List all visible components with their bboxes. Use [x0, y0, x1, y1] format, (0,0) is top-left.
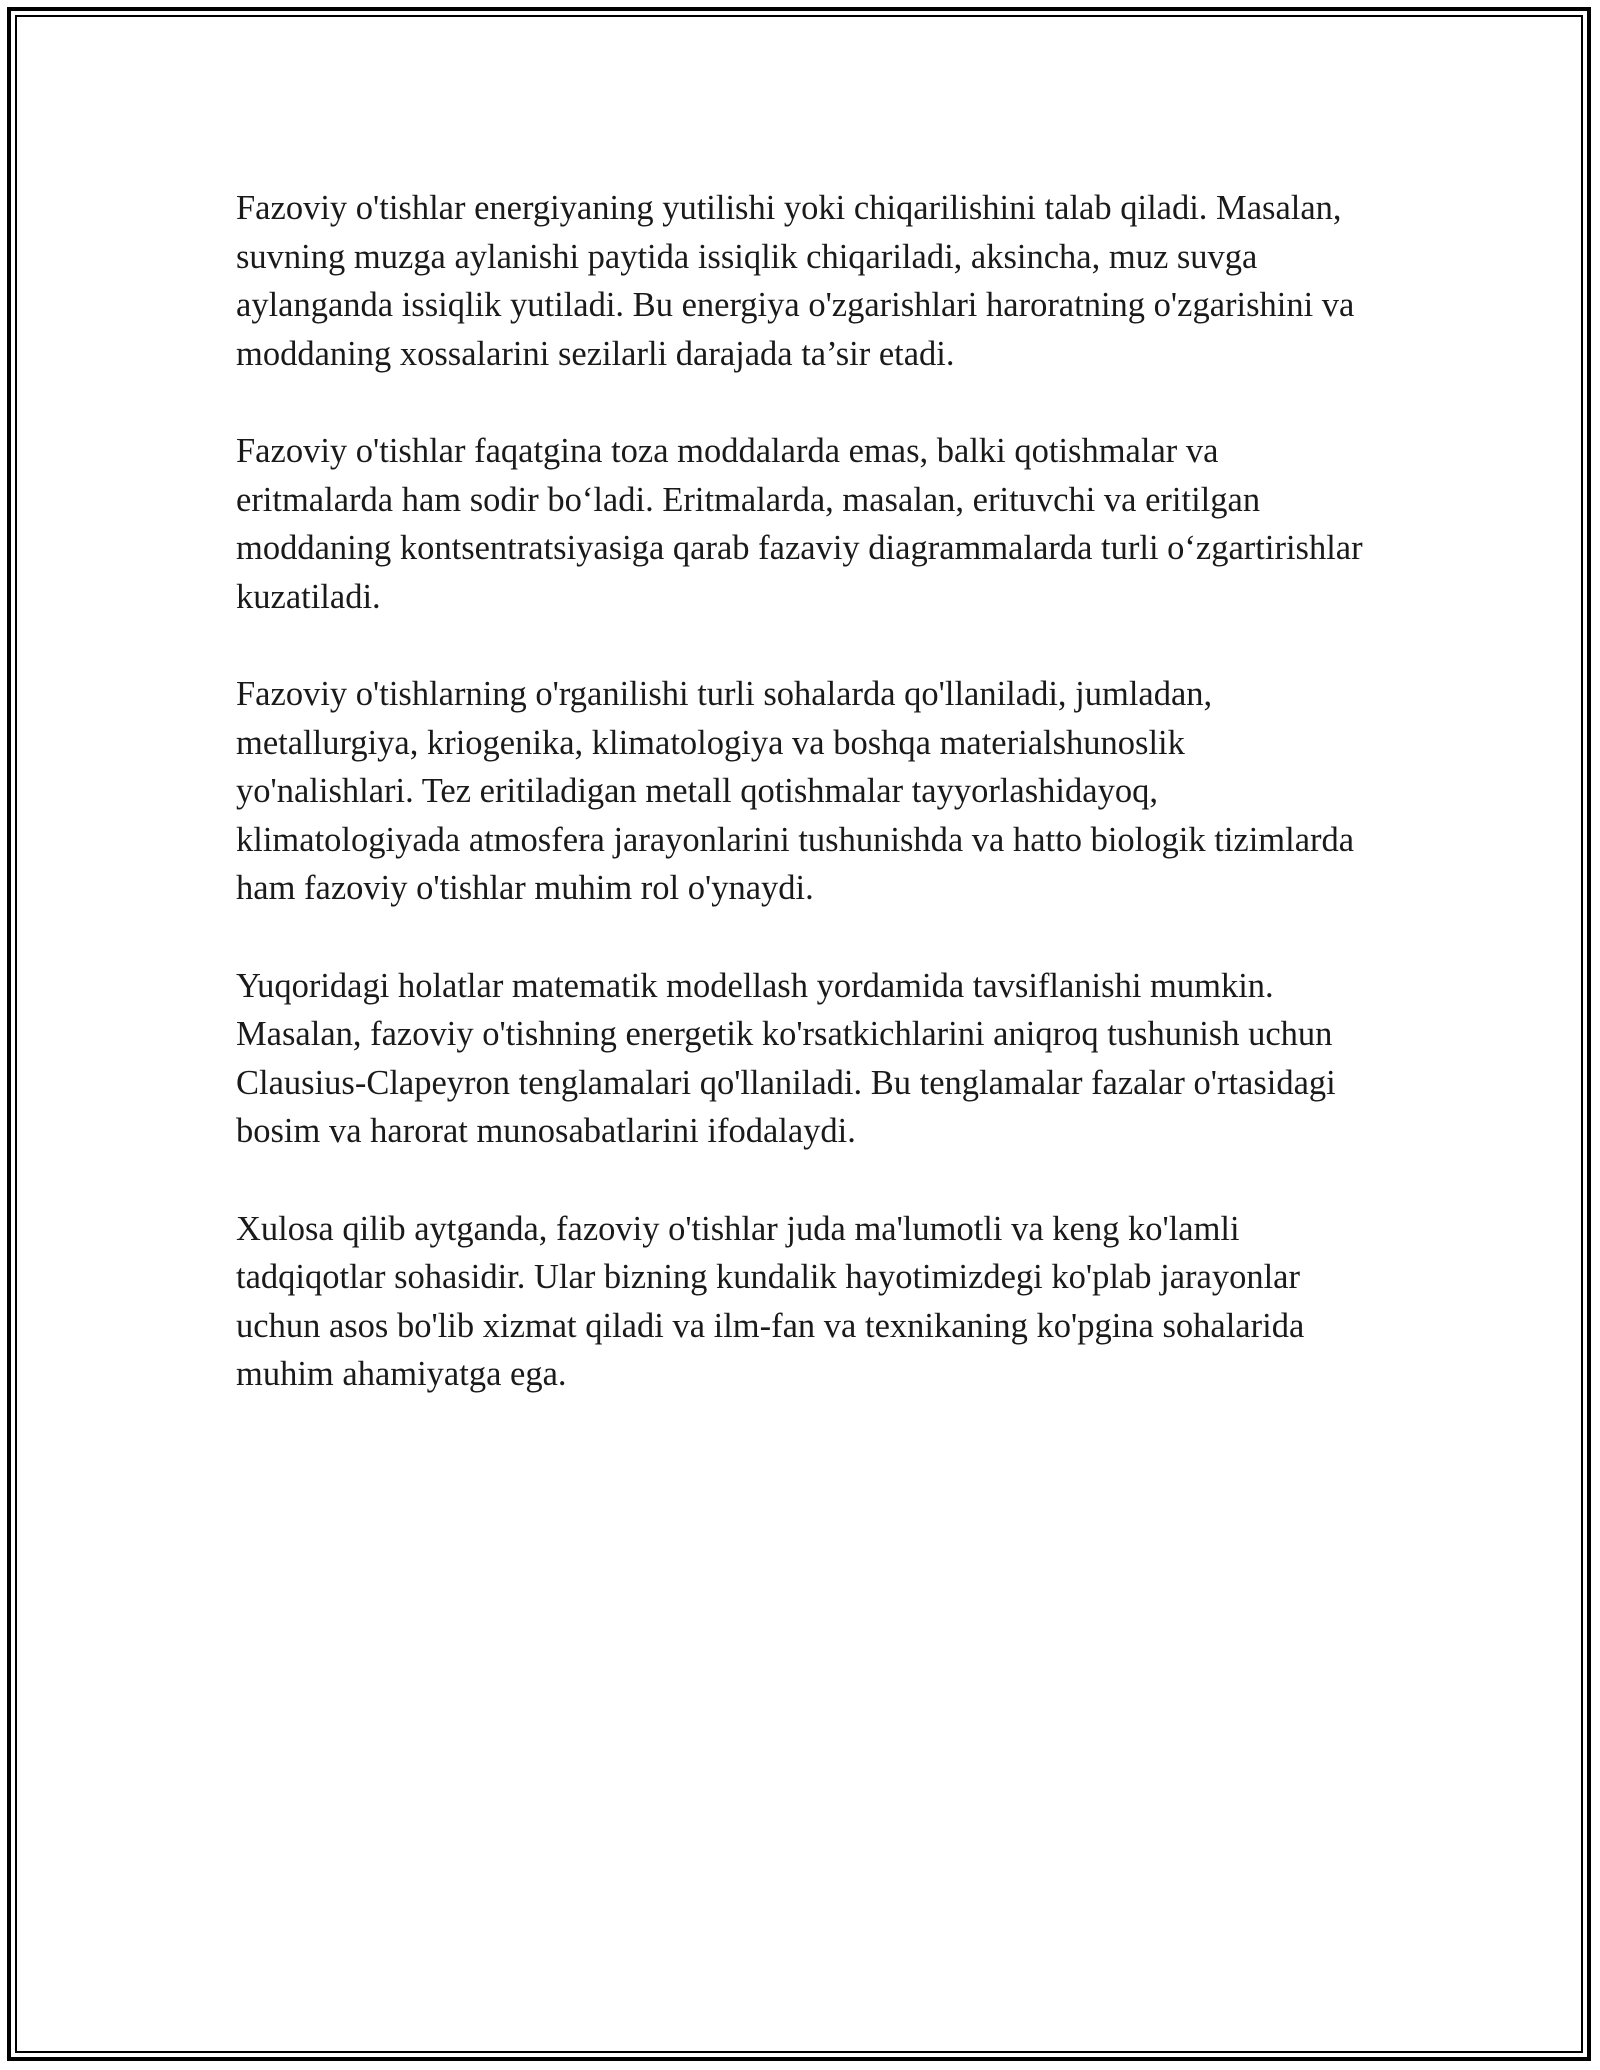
- paragraph-1: Fazoviy o'tishlar energiyaning yutilishi yoki chiqarilishini talab qiladi. Masalan, suvning muzga aylanishi paytida issiqlik chiqariladi, aksincha, muz suvga aylanganda issiqlik yutiladi. Bu energiya o'zgarishlari haroratning o'zgarishini va moddaning xossalarini sezilarli darajada ta’sir etadi.: [236, 189, 1355, 373]
- document-body: [236, 184, 1366, 1448]
- paragraph-5: Xulosa qilib aytganda, fazoviy o'tishlar juda ma'lumotli va keng ko'lamli tadqiqotlar sohasidir. Ular bizning kundalik hayotimizdegi ko'plab jarayonlar uchun asos bo'lib xizmat qiladi va ilm-fan va texnikaning ko'pgina sohalarida muhim ahamiyatga ega.: [236, 1209, 1305, 1393]
- paragraph-4: Yuqoridagi holatlar matematik modellash yordamida tavsiflanishi mumkin. Masalan, fazoviy o'tishning energetik ko'rsatkichlarini aniqroq tushunish uchun Clausius-Clapeyron tenglamalari qo'llaniladi. Bu tenglamalar fazalar o'rtasidagi bosim va harorat munosabatlarini ifodalaydi.: [236, 966, 1336, 1150]
- paragraph-2: Fazoviy o'tishlar faqatgina toza moddalarda emas, balki qotishmalar va eritmalarda ham sodir bo‘ladi. Eritmalarda, masalan, erituvchi va eritilgan moddaning kontsentratsiyasiga qarab fazaviy diagrammalarda turli o‘zgartirishlar kuzatiladi.: [236, 432, 1363, 616]
- paragraph-3: Fazoviy o'tishlarning o'rganilishi turli sohalarda qo'llaniladi, jumladan, metallurgiya, kriogenika, klimatologiya va boshqa materialshunoslik yo'nalishlari. Tez eritiladigan metall qotishmalar tayyorlashidayoq, klimatologiyada atmosfera jarayonlarini tushunishda va hatto biologik tizimlarda ham fazoviy o'tishlar muhim rol o'ynaydi.: [236, 675, 1355, 907]
